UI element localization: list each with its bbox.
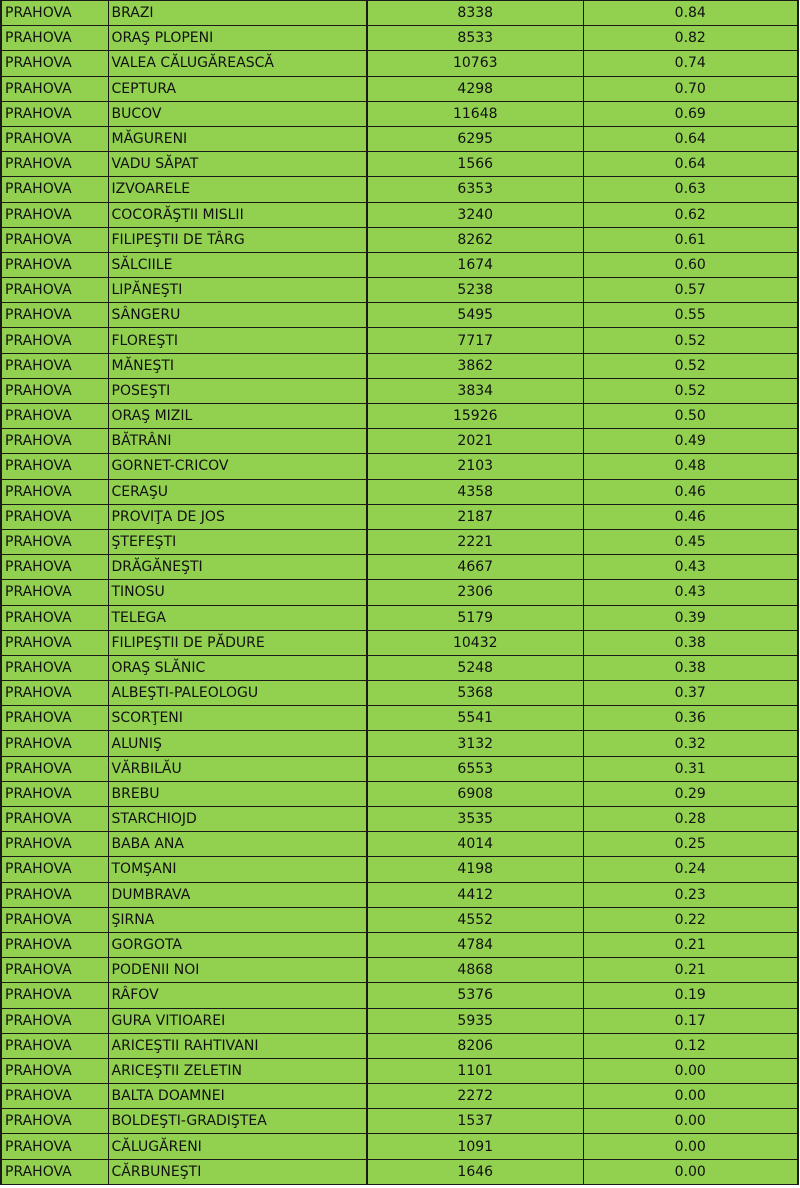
value-cell[interactable]: 0.23 <box>583 882 798 907</box>
value-cell[interactable]: 0.00 <box>583 1109 798 1134</box>
county-cell[interactable]: PRAHOVA <box>1 983 108 1008</box>
county-cell[interactable]: PRAHOVA <box>1 227 108 252</box>
value-cell[interactable]: 0.32 <box>583 731 798 756</box>
table-row <box>1 605 798 630</box>
county-cell[interactable]: PRAHOVA <box>1 177 108 202</box>
population-cell[interactable]: 6553 <box>367 756 583 781</box>
population-cell[interactable]: 10763 <box>367 51 583 76</box>
table-row <box>1 278 798 303</box>
locality-cell[interactable]: POSEŞTI <box>108 378 367 403</box>
value-cell[interactable]: 0.28 <box>583 807 798 832</box>
table-row <box>1 504 798 529</box>
county-cell[interactable]: PRAHOVA <box>1 655 108 680</box>
value-cell[interactable]: 0.50 <box>583 404 798 429</box>
population-cell[interactable]: 8338 <box>367 1 583 26</box>
value-cell[interactable]: 0.36 <box>583 706 798 731</box>
value-cell[interactable]: 0.21 <box>583 932 798 957</box>
county-cell[interactable]: PRAHOVA <box>1 1008 108 1033</box>
population-cell[interactable]: 5541 <box>367 706 583 731</box>
locality-cell[interactable]: CERAŞU <box>108 479 367 504</box>
value-cell[interactable]: 0.12 <box>583 1033 798 1058</box>
county-cell[interactable]: PRAHOVA <box>1 958 108 983</box>
value-cell[interactable]: 0.64 <box>583 126 798 151</box>
population-cell[interactable]: 4868 <box>367 958 583 983</box>
locality-cell[interactable]: BABA ANA <box>108 832 367 857</box>
county-cell[interactable]: PRAHOVA <box>1 681 108 706</box>
table-body <box>1 1 798 1185</box>
county-cell[interactable]: PRAHOVA <box>1 479 108 504</box>
locality-cell[interactable]: ALUNIŞ <box>108 731 367 756</box>
table-row <box>1 731 798 756</box>
value-cell[interactable]: 0.70 <box>583 76 798 101</box>
locality-cell[interactable]: STARCHIOJD <box>108 807 367 832</box>
population-cell[interactable]: 8533 <box>367 26 583 51</box>
locality-cell[interactable]: IZVOARELE <box>108 177 367 202</box>
population-cell[interactable]: 15926 <box>367 404 583 429</box>
value-cell[interactable]: 0.62 <box>583 202 798 227</box>
table-row <box>1 26 798 51</box>
value-cell[interactable]: 0.38 <box>583 630 798 655</box>
table-row <box>1 807 798 832</box>
population-cell[interactable]: 5495 <box>367 303 583 328</box>
value-cell[interactable]: 0.38 <box>583 655 798 680</box>
locality-cell[interactable]: BOLDEŞTI-GRADIŞTEA <box>108 1109 367 1134</box>
table-row <box>1 580 798 605</box>
value-cell[interactable]: 0.48 <box>583 454 798 479</box>
county-cell[interactable]: PRAHOVA <box>1 731 108 756</box>
table-row <box>1 177 798 202</box>
county-cell[interactable]: PRAHOVA <box>1 378 108 403</box>
population-cell[interactable]: 5368 <box>367 681 583 706</box>
population-cell[interactable]: 4358 <box>367 479 583 504</box>
table-row <box>1 51 798 76</box>
table-row <box>1 152 798 177</box>
population-cell[interactable]: 3535 <box>367 807 583 832</box>
county-cell[interactable]: PRAHOVA <box>1 605 108 630</box>
table-row <box>1 202 798 227</box>
population-cell[interactable]: 3862 <box>367 353 583 378</box>
county-cell[interactable]: PRAHOVA <box>1 756 108 781</box>
county-cell[interactable]: PRAHOVA <box>1 404 108 429</box>
value-cell[interactable]: 0.46 <box>583 504 798 529</box>
table-row <box>1 1109 798 1134</box>
value-cell[interactable]: 0.17 <box>583 1008 798 1033</box>
locality-cell[interactable]: DUMBRAVA <box>108 882 367 907</box>
table-row <box>1 1058 798 1083</box>
county-cell[interactable]: PRAHOVA <box>1 202 108 227</box>
table-row <box>1 126 798 151</box>
county-cell[interactable]: PRAHOVA <box>1 529 108 554</box>
value-cell[interactable]: 0.82 <box>583 26 798 51</box>
population-cell[interactable]: 4198 <box>367 857 583 882</box>
population-cell[interactable]: 5179 <box>367 605 583 630</box>
locality-cell[interactable]: COCORĂŞTII MISLII <box>108 202 367 227</box>
county-cell[interactable]: PRAHOVA <box>1 1 108 26</box>
population-cell[interactable]: 6908 <box>367 781 583 806</box>
county-cell[interactable]: PRAHOVA <box>1 278 108 303</box>
value-cell[interactable]: 0.84 <box>583 1 798 26</box>
value-cell[interactable]: 0.52 <box>583 378 798 403</box>
county-cell[interactable]: PRAHOVA <box>1 252 108 277</box>
value-cell[interactable]: 0.22 <box>583 907 798 932</box>
county-cell[interactable]: PRAHOVA <box>1 303 108 328</box>
locality-cell[interactable]: ARICEŞTII ZELETIN <box>108 1058 367 1083</box>
value-cell[interactable]: 0.25 <box>583 832 798 857</box>
population-cell[interactable]: 5376 <box>367 983 583 1008</box>
table-row <box>1 227 798 252</box>
locality-cell[interactable]: SĂLCIILE <box>108 252 367 277</box>
table-row <box>1 706 798 731</box>
locality-cell[interactable]: ORAŞ SLĂNIC <box>108 655 367 680</box>
locality-cell[interactable]: PROVIŢA DE JOS <box>108 504 367 529</box>
county-cell[interactable]: PRAHOVA <box>1 807 108 832</box>
county-cell[interactable]: PRAHOVA <box>1 76 108 101</box>
population-cell[interactable]: 1674 <box>367 252 583 277</box>
value-cell[interactable]: 0.00 <box>583 1084 798 1109</box>
table-row <box>1 429 798 454</box>
value-cell[interactable]: 0.39 <box>583 605 798 630</box>
value-cell[interactable]: 0.52 <box>583 328 798 353</box>
county-cell[interactable]: PRAHOVA <box>1 630 108 655</box>
population-cell[interactable]: 4784 <box>367 932 583 957</box>
value-cell[interactable]: 0.74 <box>583 51 798 76</box>
locality-cell[interactable]: GURA VITIOAREI <box>108 1008 367 1033</box>
population-cell[interactable]: 4298 <box>367 76 583 101</box>
locality-cell[interactable]: DRĂGĂNEŞTI <box>108 555 367 580</box>
population-cell[interactable]: 6353 <box>367 177 583 202</box>
locality-cell[interactable]: VALEA CĂLUGĂREASCĂ <box>108 51 367 76</box>
locality-cell[interactable]: TOMŞANI <box>108 857 367 882</box>
population-cell[interactable]: 5248 <box>367 655 583 680</box>
table-row <box>1 454 798 479</box>
locality-cell[interactable]: BĂTRÂNI <box>108 429 367 454</box>
locality-cell[interactable]: ORAŞ PLOPENI <box>108 26 367 51</box>
locality-cell[interactable]: FILIPEŞTII DE TÂRG <box>108 227 367 252</box>
table-row <box>1 1 798 26</box>
population-cell[interactable]: 6295 <box>367 126 583 151</box>
county-cell[interactable]: PRAHOVA <box>1 832 108 857</box>
table-row <box>1 1159 798 1184</box>
value-cell[interactable]: 0.55 <box>583 303 798 328</box>
locality-cell[interactable]: MĂGURENI <box>108 126 367 151</box>
locality-cell[interactable]: ORAŞ MIZIL <box>108 404 367 429</box>
table-row <box>1 932 798 957</box>
county-cell[interactable]: PRAHOVA <box>1 101 108 126</box>
population-cell[interactable]: 2272 <box>367 1084 583 1109</box>
value-cell[interactable]: 0.46 <box>583 479 798 504</box>
population-cell[interactable]: 2021 <box>367 429 583 454</box>
value-cell[interactable]: 0.19 <box>583 983 798 1008</box>
value-cell[interactable]: 0.52 <box>583 353 798 378</box>
population-cell[interactable]: 8262 <box>367 227 583 252</box>
table-row <box>1 101 798 126</box>
county-cell[interactable]: PRAHOVA <box>1 1033 108 1058</box>
table-row <box>1 555 798 580</box>
locality-cell[interactable]: MĂNEŞTI <box>108 353 367 378</box>
county-cell[interactable]: PRAHOVA <box>1 555 108 580</box>
value-cell[interactable]: 0.45 <box>583 529 798 554</box>
table-row <box>1 781 798 806</box>
county-cell[interactable]: PRAHOVA <box>1 706 108 731</box>
table-row <box>1 630 798 655</box>
table-row <box>1 983 798 1008</box>
value-cell[interactable]: 0.49 <box>583 429 798 454</box>
locality-cell[interactable]: ARICEŞTII RAHTIVANI <box>108 1033 367 1058</box>
table-row <box>1 882 798 907</box>
table-row <box>1 1008 798 1033</box>
county-cell[interactable]: PRAHOVA <box>1 1134 108 1159</box>
value-cell[interactable]: 0.00 <box>583 1134 798 1159</box>
table-row <box>1 378 798 403</box>
population-cell[interactable]: 5238 <box>367 278 583 303</box>
table-row <box>1 681 798 706</box>
locality-cell[interactable]: SCORŢENI <box>108 706 367 731</box>
table-row <box>1 655 798 680</box>
population-cell[interactable]: 2187 <box>367 504 583 529</box>
value-cell[interactable]: 0.57 <box>583 278 798 303</box>
locality-cell[interactable]: LIPĂNEŞTI <box>108 278 367 303</box>
county-cell[interactable]: PRAHOVA <box>1 1109 108 1134</box>
table-row <box>1 756 798 781</box>
county-cell[interactable]: PRAHOVA <box>1 1159 108 1184</box>
county-cell[interactable]: PRAHOVA <box>1 152 108 177</box>
population-cell[interactable]: 8206 <box>367 1033 583 1058</box>
locality-cell[interactable]: CĂLUGĂRENI <box>108 1134 367 1159</box>
value-cell[interactable]: 0.63 <box>583 177 798 202</box>
population-cell[interactable]: 4667 <box>367 555 583 580</box>
locality-cell[interactable]: ALBEŞTI-PALEOLOGU <box>108 681 367 706</box>
value-cell[interactable]: 0.24 <box>583 857 798 882</box>
value-cell[interactable]: 0.69 <box>583 101 798 126</box>
locality-cell[interactable]: PODENII NOI <box>108 958 367 983</box>
population-cell[interactable]: 11648 <box>367 101 583 126</box>
locality-cell[interactable]: RÂFOV <box>108 983 367 1008</box>
county-cell[interactable]: PRAHOVA <box>1 857 108 882</box>
table-row <box>1 328 798 353</box>
value-cell[interactable]: 0.00 <box>583 1159 798 1184</box>
county-cell[interactable]: PRAHOVA <box>1 580 108 605</box>
value-cell[interactable]: 0.60 <box>583 252 798 277</box>
locality-cell[interactable]: FILIPEŞTII DE PĂDURE <box>108 630 367 655</box>
county-cell[interactable]: PRAHOVA <box>1 51 108 76</box>
table-row <box>1 303 798 328</box>
county-cell[interactable]: PRAHOVA <box>1 504 108 529</box>
population-cell[interactable]: 1091 <box>367 1134 583 1159</box>
value-cell[interactable]: 0.37 <box>583 681 798 706</box>
county-cell[interactable]: PRAHOVA <box>1 1084 108 1109</box>
locality-cell[interactable]: SÂNGERU <box>108 303 367 328</box>
value-cell[interactable]: 0.64 <box>583 152 798 177</box>
population-cell[interactable]: 1646 <box>367 1159 583 1184</box>
table-row <box>1 1033 798 1058</box>
population-cell[interactable]: 2221 <box>367 529 583 554</box>
locality-cell[interactable]: VADU SĂPAT <box>108 152 367 177</box>
table-row <box>1 404 798 429</box>
population-cell[interactable]: 2103 <box>367 454 583 479</box>
county-cell[interactable]: PRAHOVA <box>1 781 108 806</box>
county-cell[interactable]: PRAHOVA <box>1 882 108 907</box>
population-cell[interactable]: 2306 <box>367 580 583 605</box>
population-cell[interactable]: 1537 <box>367 1109 583 1134</box>
population-cell[interactable]: 10432 <box>367 630 583 655</box>
county-cell[interactable]: PRAHOVA <box>1 126 108 151</box>
value-cell[interactable]: 0.29 <box>583 781 798 806</box>
table-row <box>1 353 798 378</box>
locality-cell[interactable]: BREBU <box>108 781 367 806</box>
table-row <box>1 529 798 554</box>
population-cell[interactable]: 5935 <box>367 1008 583 1033</box>
value-cell[interactable]: 0.61 <box>583 227 798 252</box>
locality-cell[interactable]: TELEGA <box>108 605 367 630</box>
locality-cell[interactable]: BRAZI <box>108 1 367 26</box>
table-row <box>1 832 798 857</box>
table-row <box>1 857 798 882</box>
population-cell[interactable]: 4014 <box>367 832 583 857</box>
locality-cell[interactable]: GORNET-CRICOV <box>108 454 367 479</box>
table-row <box>1 76 798 101</box>
locality-cell[interactable]: BALTA DOAMNEI <box>108 1084 367 1109</box>
county-cell[interactable]: PRAHOVA <box>1 907 108 932</box>
value-cell[interactable]: 0.00 <box>583 1058 798 1083</box>
county-cell[interactable]: PRAHOVA <box>1 328 108 353</box>
population-cell[interactable]: 3132 <box>367 731 583 756</box>
locality-cell[interactable]: CĂRBUNEŞTI <box>108 1159 367 1184</box>
value-cell[interactable]: 0.21 <box>583 958 798 983</box>
population-cell[interactable]: 1566 <box>367 152 583 177</box>
table-row <box>1 1134 798 1159</box>
population-cell[interactable]: 4552 <box>367 907 583 932</box>
county-cell[interactable]: PRAHOVA <box>1 1058 108 1083</box>
county-cell[interactable]: PRAHOVA <box>1 353 108 378</box>
locality-cell[interactable]: FLOREŞTI <box>108 328 367 353</box>
locality-cell[interactable]: ŞIRNA <box>108 907 367 932</box>
population-cell[interactable]: 3834 <box>367 378 583 403</box>
population-cell[interactable]: 4412 <box>367 882 583 907</box>
value-cell[interactable]: 0.31 <box>583 756 798 781</box>
population-cell[interactable]: 7717 <box>367 328 583 353</box>
locality-cell[interactable]: BUCOV <box>108 101 367 126</box>
county-cell[interactable]: PRAHOVA <box>1 932 108 957</box>
table-row <box>1 479 798 504</box>
value-cell[interactable]: 0.43 <box>583 555 798 580</box>
table-row <box>1 1084 798 1109</box>
locality-cell[interactable]: VĂRBILĂU <box>108 756 367 781</box>
locality-cell[interactable]: CEPTURA <box>108 76 367 101</box>
locality-cell[interactable]: TINOSU <box>108 580 367 605</box>
table-row <box>1 958 798 983</box>
locality-cell[interactable]: ŞTEFEŞTI <box>108 529 367 554</box>
population-cell[interactable]: 3240 <box>367 202 583 227</box>
locality-cell[interactable]: GORGOTA <box>108 932 367 957</box>
population-cell[interactable]: 1101 <box>367 1058 583 1083</box>
county-cell[interactable]: PRAHOVA <box>1 429 108 454</box>
value-cell[interactable]: 0.43 <box>583 580 798 605</box>
table-row <box>1 907 798 932</box>
county-cell[interactable]: PRAHOVA <box>1 26 108 51</box>
county-cell[interactable]: PRAHOVA <box>1 454 108 479</box>
table-row <box>1 252 798 277</box>
